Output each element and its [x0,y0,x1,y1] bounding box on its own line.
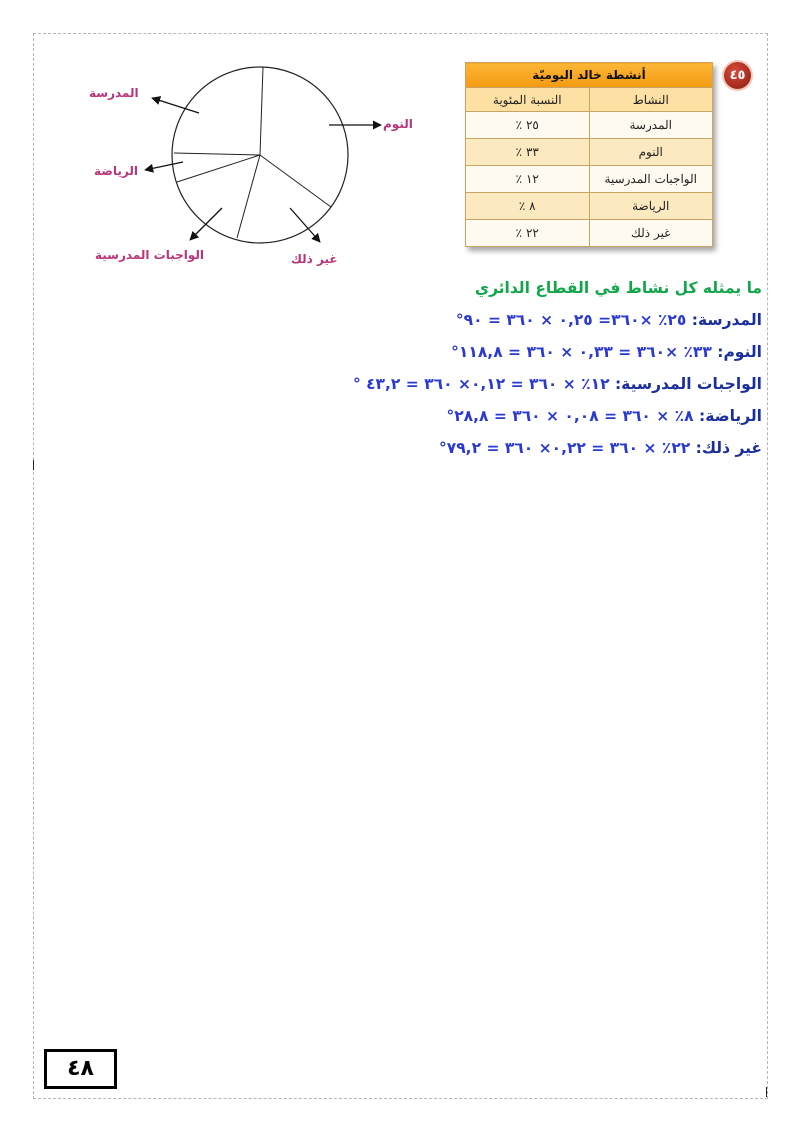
pie-label-homework: الواجبات المدرسية [95,248,205,262]
crop-mark [766,1087,767,1097]
solution-line [202,368,762,400]
row-activity: النوم [589,139,713,166]
solution-expression: ١٢٪ × ٣٦٠ = ٠,١٢× ٣٦٠ = ٤٣,٢ ° [352,375,610,393]
table-title: أنشطة خالد اليوميّة [466,63,713,88]
solution-label: الرياضة: [699,407,762,425]
solution-expression: ٢٥٪ ×٣٦٠= ٠,٢٥ × ٣٦٠ = ٩٠° [455,311,687,329]
solution-line [202,336,762,368]
question-number-badge: ٤٥ [724,62,751,89]
solution-label: الواجبات المدرسية: [614,375,762,393]
crop-mark [33,460,34,470]
row-activity: المدرسة [589,112,713,139]
solution-line [202,432,762,464]
row-percent: ٢٥ ٪ [466,112,590,139]
solution-label: النوم: [717,343,762,361]
row-percent: ١٢ ٪ [466,166,590,193]
pie-label-school: المدرسة [89,86,139,100]
solution-expression: ٨٪ × ٣٦٠ = ٠,٠٨ × ٣٦٠ = ٢٨,٨° [446,407,694,425]
solution-expression: ٢٢٪ × ٣٦٠ = ٠,٢٢× ٣٦٠ = ٧٩,٢° [439,439,691,457]
header-activity: النشاط [589,88,713,112]
solution-heading: ما يمثله كل نشاط في القطاع الدائري [474,279,762,297]
row-activity: الرياضة [589,193,713,220]
row-percent: ٨ ٪ [466,193,590,220]
page-number: ٤٨ [44,1049,117,1089]
solution-line [202,400,762,432]
pie-label-other: غير ذلك [291,252,338,266]
solution-line [202,304,762,336]
row-activity: غير ذلك [589,220,713,247]
row-percent: ٢٢ ٪ [466,220,590,247]
solution-expression: ٣٣٪ ×٣٦٠ = ٠,٣٣ × ٣٦٠ = ١١٨,٨° [451,343,712,361]
solution-label: غير ذلك: [695,439,762,457]
solution-block [202,272,762,464]
row-activity: الواجبات المدرسية [589,166,713,193]
pie-label-sports: الرياضة [94,164,138,178]
solution-label: المدرسة: [691,311,762,329]
pie-label-sleep: النوم [383,117,413,131]
row-percent: ٣٣ ٪ [466,139,590,166]
header-percent: النسبة المئوية [466,88,590,112]
